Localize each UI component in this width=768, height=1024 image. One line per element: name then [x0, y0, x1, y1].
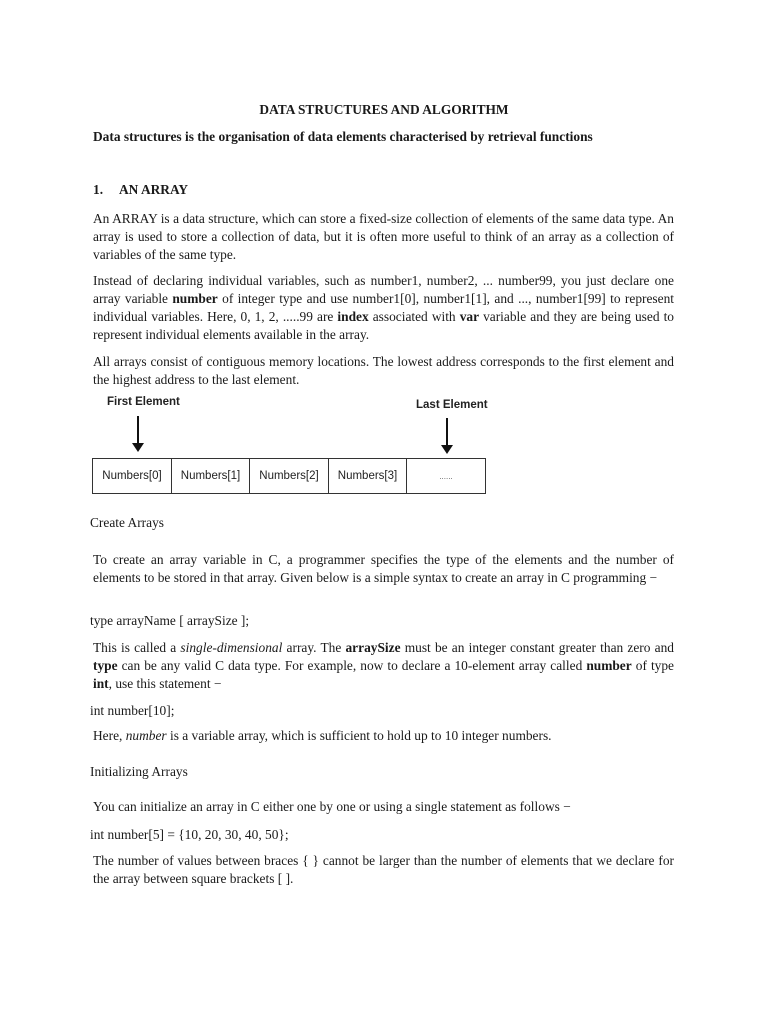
array-cell-2: Numbers[2] — [250, 459, 329, 493]
keyword-number-2: number — [586, 658, 632, 673]
last-element-label: Last Element — [416, 399, 488, 411]
array-syntax: type arrayName [ arraySize ]; — [90, 613, 250, 628]
first-element-arrow-icon — [137, 416, 139, 450]
array-definition-paragraph: An ARRAY is a data structure, which can store a fixed-size collection of elements of the same data type. An array is used to store a collection of data, but it is often more useful to think of an array as a collection of variables of the same type. — [93, 211, 674, 262]
create-arrays-paragraph: To create an array variable in C, a programmer specifies the type of the elements and the number of elements to be stored in that array. Given below is a simple syntax to create an array in C programming − — [93, 552, 674, 585]
declaration-example: int number[10]; — [90, 703, 175, 718]
term-number: number — [125, 728, 167, 743]
keyword-int: int — [93, 676, 109, 691]
section-number: 1. — [93, 182, 104, 197]
document-subtitle: Data structures is the organisation of data elements characterised by retrieval functions — [93, 129, 593, 144]
array-variables-paragraph: Instead of declaring individual variables, such as number1, number2, ... number99, you just declare one array variable number of integer type and use number1[0], number1[1], and ..., number1[99] to represent individual variables. Here, 0, 1, 2, .....99 are index associated with var variable and they are being used to represent individual elements available in the array. — [93, 273, 674, 342]
create-arrays-heading: Create Arrays — [90, 515, 164, 530]
variable-array-note: Here, number is a variable array, which is sufficient to hold up to 10 integer numbers. — [93, 728, 552, 743]
single-dimensional-paragraph: This is called a single-dimensional array. The arraySize must be an integer constant greater than zero and type can be any valid C data type. For example, now to declare a 10-element array called number of type int, use this statement − — [93, 640, 674, 691]
section-heading-array — [93, 182, 188, 198]
array-cell-1: Numbers[1] — [172, 459, 250, 493]
array-cells — [92, 458, 486, 494]
keyword-var: var — [459, 309, 480, 324]
array-cell-3: Numbers[3] — [329, 459, 407, 493]
document-title: DATA STRUCTURES AND ALGORITHM — [259, 102, 509, 117]
last-element-arrow-icon — [446, 418, 448, 452]
section-title: AN ARRAY — [119, 182, 189, 197]
array-cell-0: Numbers[0] — [93, 459, 172, 493]
contiguous-memory-paragraph: All arrays consist of contiguous memory locations. The lowest address corresponds to the first element and the highest address to the last element. — [93, 354, 674, 387]
keyword-type: type — [93, 658, 118, 673]
first-element-label: First Element — [107, 396, 180, 408]
initializing-paragraph: You can initialize an array in C either one by one or using a single statement as follows − — [93, 799, 571, 814]
braces-paragraph: The number of values between braces { } cannot be larger than the number of elements that we declare for the array between square brackets [ ]. — [93, 853, 674, 886]
keyword-number: number — [172, 291, 218, 306]
initializing-arrays-heading: Initializing Arrays — [90, 764, 188, 779]
initialization-example: int number[5] = {10, 20, 30, 40, 50}; — [90, 827, 289, 842]
keyword-arraysize: arraySize — [345, 640, 401, 655]
keyword-index: index — [337, 309, 369, 324]
array-cell-ellipsis: ...... — [439, 471, 453, 481]
term-single-dimensional: single-dimensional — [180, 640, 283, 655]
